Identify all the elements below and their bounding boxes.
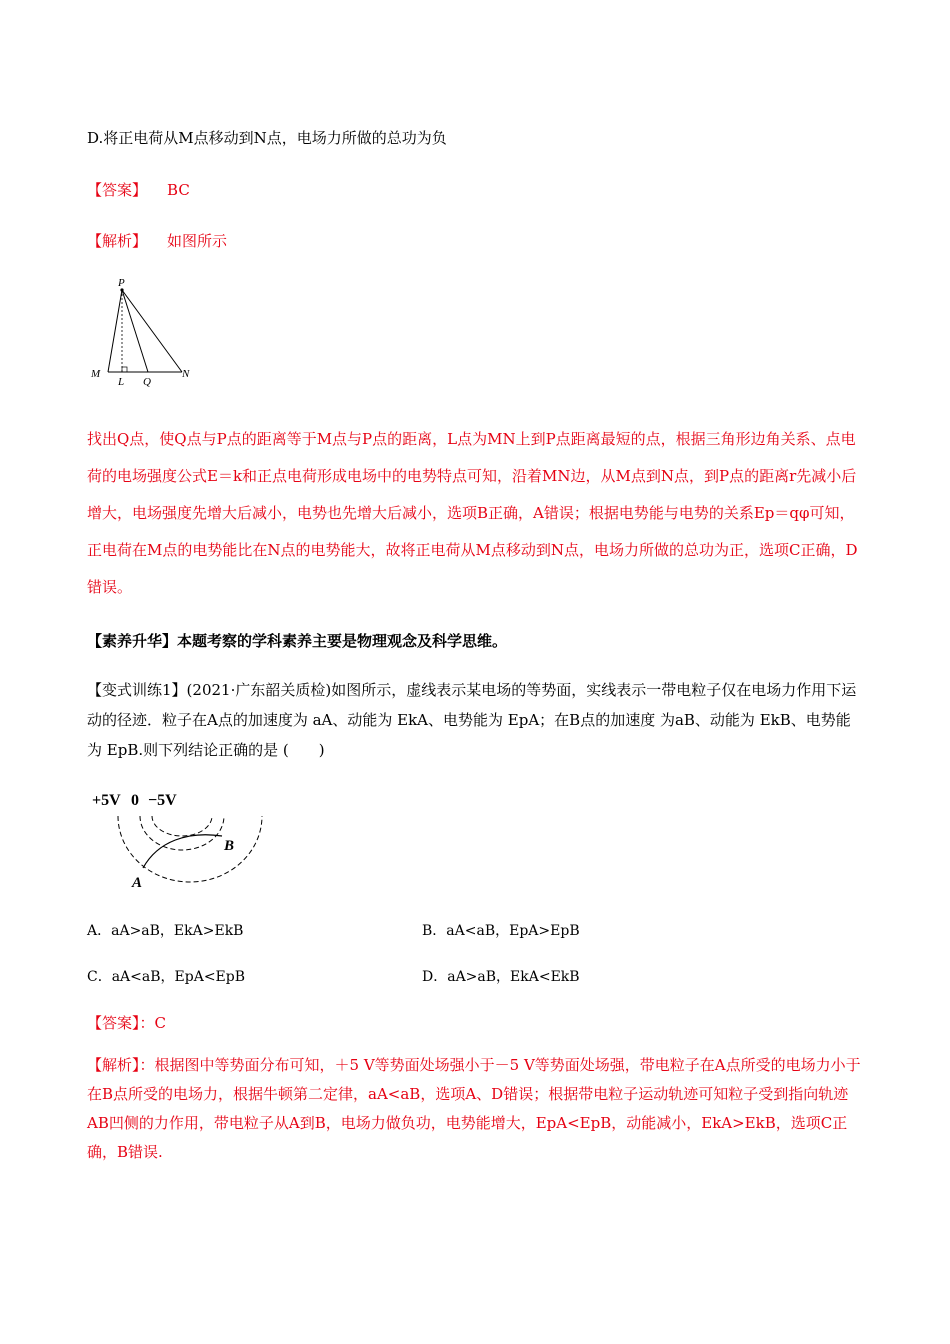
analysis-intro-row: [87, 231, 227, 251]
analysis-label: 【解析】: [87, 232, 148, 250]
variant-answer-value: C: [154, 1014, 166, 1032]
label-n: N: [182, 368, 190, 380]
label-p: P: [118, 277, 125, 289]
answer-row: [87, 180, 190, 200]
literacy-summary: 【素养升华】本题考察的学科素养主要是物理观念及科学思维。: [87, 632, 508, 650]
variant-analysis-text: 根据图中等势面分布可知，＋5 V等势面处场强小于－5 V等势面处场强，带电粒子在A点所受的电场力小于在B点所受的电场力，根据牛顿第二定律，aA<aB，选项A、D错误；根据带电粒子运动轨迹可知粒子受到指向轨迹AB凹侧的力作用，带电粒子从A到B，电场力做负功，电势能增大，EpA<EpB，动能减小，EkA>EkB，选项C正确，B错误.: [87, 1056, 861, 1161]
option-c: C．aA<aB，EpA<EpB: [87, 969, 246, 985]
option-b: B．aA<aB，EpA>EpB: [422, 923, 580, 939]
answer-label: 【答案】: [87, 181, 148, 199]
answer-value: BC: [167, 181, 190, 199]
label-minus5v: −5V: [148, 792, 177, 809]
triangle-figure: [86, 272, 206, 392]
label-q: Q: [143, 376, 151, 388]
label-l: L: [118, 376, 125, 388]
variant-answer-label: 【答案】：: [87, 1014, 155, 1032]
option-d-variant: D．aA>aB，EkA<EkB: [422, 969, 580, 985]
option-a: A．aA>aB，EkA>EkB: [87, 923, 244, 939]
analysis-intro: 如图所示: [167, 232, 228, 250]
label-plus5v: +5V: [92, 792, 121, 809]
analysis-paragraph: 找出Q点，使Q点与P点的距离等于M点与P点的距离，L点为MN上到P点距离最短的点，根据三角形边角关系、点电荷的电场强度公式E＝k和正点电荷形成电场中的电势特点可知，沿着MN边，从M点到N点，到P点的距离r先减小后增大，电场强度先增大后减小，电势也先增大后减小，选项B正确，A错误；根据电势能与电势的关系Ep＝qφ可知，正电荷在M点的电势能比在N点的电势能大，故将正电荷从M点移动到N点，电场力所做的总功为正，选项C正确，D错误。: [87, 430, 858, 596]
variant-analysis-paragraph: [87, 1051, 865, 1167]
equipotential-figure: [88, 786, 278, 896]
option-d-text: D.将正电荷从M点移动到N点，电场力所做的总功为负: [87, 129, 447, 147]
variant-answer-row: [87, 1013, 166, 1033]
label-m: M: [91, 368, 101, 380]
variant-analysis-label: 【解析】：: [87, 1056, 155, 1074]
label-zero: 0: [131, 792, 139, 809]
label-b: B: [224, 838, 235, 854]
variant-question-text: 【变式训练1】(2021·广东韶关质检)如图所示，虚线表示某电场的等势面，实线表示一带电粒子仅在电场力作用下运动的径迹．粒子在A点的加速度为 aA、动能为 EkA、电势能为 EpA；在B点的加速度 为aB、动能为 EkB、电势能为 EpB.则下列结论正确的是 ( ): [87, 681, 857, 759]
label-a: A: [132, 875, 143, 891]
